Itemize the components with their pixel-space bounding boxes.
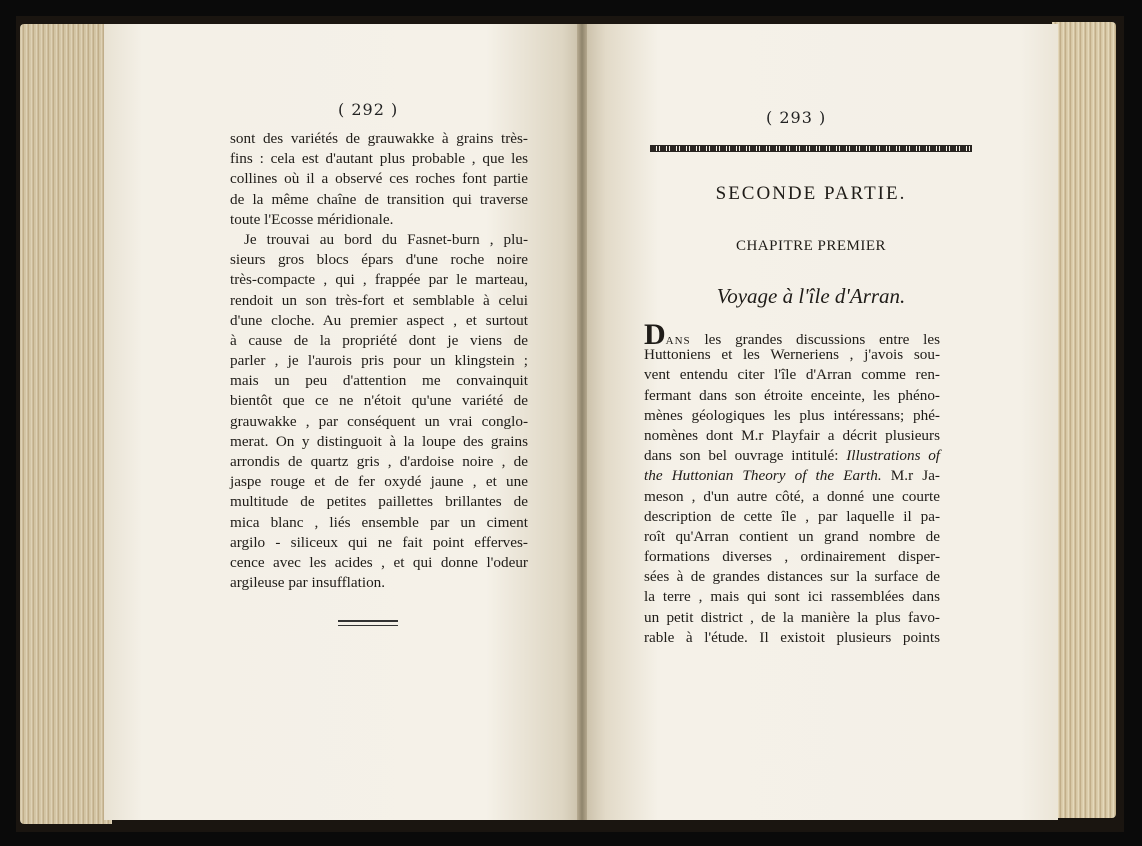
theory-line	[644, 466, 940, 486]
first-word-rest: ANS	[665, 335, 691, 347]
text-line: roît qu'Arran contient un grand nombre de	[644, 527, 940, 545]
text-line: un petit district , de la manière la plus favo-	[644, 608, 940, 626]
text-line: sieurs gros blocs épars d'une roche noire	[230, 251, 528, 269]
text-line: description de cette île , par laquelle il pa-	[644, 507, 940, 525]
text-line: de la même chaîne de transition qui traverse	[230, 190, 528, 208]
text-line: collines où il a observé ces roches font partie	[230, 170, 528, 188]
text-line: cence avec les acides , et qui donne l'odeur	[230, 553, 528, 571]
text-line: fins : cela est d'autant plus probable , que les	[230, 150, 528, 168]
text-line: mica blanc , liés ensemble par un ciment	[230, 513, 528, 531]
text-line: jaspe rouge et de fer oxydé jaune , et une	[230, 473, 528, 491]
chapter-subtitle: Voyage à l'île d'Arran.	[716, 284, 906, 308]
text-line: la terre , mais qui sont ici rassemblées dans	[644, 588, 940, 606]
text-line: grauwakke , par conséquent un vrai conglo-	[230, 412, 528, 430]
text-line: sées à de grandes distances sur la surface de	[644, 568, 940, 586]
text-line: argilo - siliceux qui ne fait point efferves-	[230, 533, 528, 551]
text-line: à cause de la propriété dont je viens de	[230, 331, 528, 349]
text-line: rendoit un son très-fort et semblable à celui	[230, 291, 528, 309]
first-line-rest: les grandes discussions entre les	[690, 331, 940, 348]
text-line: vent entendu citer l'île d'Arran comme ren-	[644, 366, 940, 384]
page-edges-left	[20, 24, 112, 824]
text-line: sont des variétés de grauwakke à grains très-	[230, 130, 528, 147]
text-line: toute l'Ecosse méridionale.	[230, 210, 394, 228]
text-line: rable à l'étude. Il existoit plusieurs points	[644, 628, 940, 646]
part-title: SECONDE PARTIE.	[715, 183, 907, 204]
text-line: merat. On y distinguoit à la loupe des grains	[230, 432, 528, 450]
left-page-body	[230, 129, 528, 593]
ouvrage-pre: dans son bel ouvrage intitulé:	[644, 447, 847, 465]
text-line: très-compacte , qui , frappée par le marteau,	[230, 271, 528, 289]
text-line: parler , je l'aurois pris pour un klingstein ;	[230, 352, 528, 370]
text-line: fermant dans son étroite enceinte, les phéno-	[644, 386, 940, 404]
end-rule	[338, 620, 398, 626]
text-line: mais un peu d'attention me convainquit	[230, 372, 528, 390]
ornament-rule	[650, 145, 972, 152]
text-line: formations diverses , ordinairement disper-	[644, 548, 940, 566]
text-line: argileuse par insufflation.	[230, 574, 386, 592]
ouvrage-title-part1: Illustrations of	[846, 447, 941, 465]
page-edges-right	[1052, 22, 1116, 818]
ouvrage-line	[644, 446, 940, 466]
text-line: Huttoniens et les Werneriens , j'avois sou-	[644, 346, 940, 364]
ouvrage-title-part2: the Huttonian Theory of the Earth.	[644, 467, 882, 485]
book-gutter	[577, 24, 587, 820]
text-line: arrondis de quartz gris , d'ardoise noire , de	[230, 453, 528, 470]
left-page-number: ( 292 )	[338, 100, 399, 119]
text-line: mènes géologiques les plus intéressans; phé-	[644, 406, 940, 424]
text-line: multitude de petites paillettes brillantes de	[230, 493, 528, 511]
text-line: bientôt que ce ne n'étoit qu'une variété de	[230, 392, 528, 410]
text-line: Je trouvai au bord du Fasnet-burn , plu-	[244, 230, 528, 248]
text-line: meson , d'un autre côté, a donné une courte	[644, 487, 940, 505]
drop-cap: D	[644, 318, 666, 351]
first-line	[644, 318, 940, 351]
chapter-title: CHAPITRE PREMIER	[735, 238, 887, 254]
text-line: d'une cloche. Au premier aspect , et surtout	[230, 311, 528, 329]
text-line: nomènes dont M.r Playfair a décrit plusieurs	[644, 426, 940, 444]
theory-post: M.r Ja-	[881, 467, 940, 485]
right-page-number: ( 293 )	[766, 108, 827, 127]
right-page-body	[644, 318, 941, 648]
